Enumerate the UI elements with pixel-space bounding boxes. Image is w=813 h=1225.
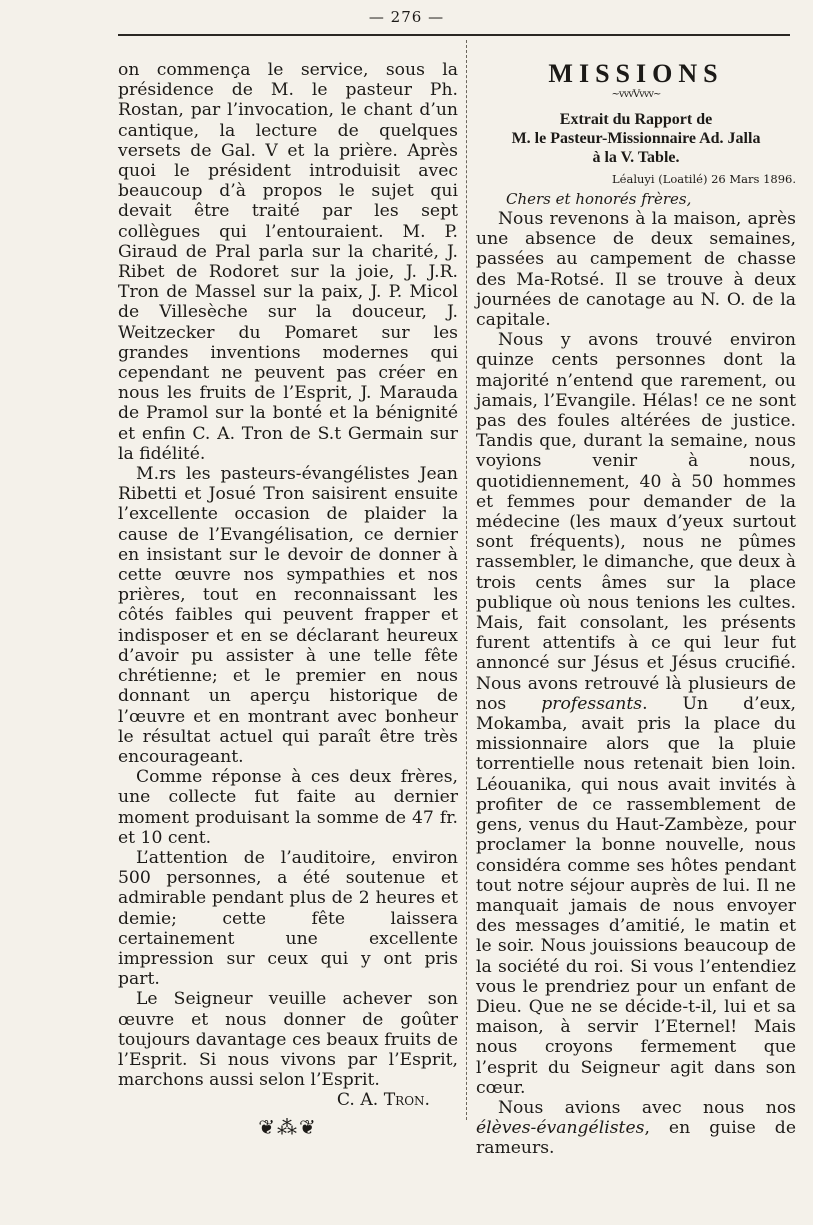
section-title: MISSIONS	[548, 59, 724, 88]
report-heading	[476, 110, 796, 167]
report-heading-line-1: Extrait du Rapport de	[559, 111, 713, 128]
dateline: Léaluyi (Loatilé) 26 Mars 1896.	[612, 172, 796, 186]
right-paragraph-3-part-b: , en guise de rameurs.	[476, 1118, 796, 1159]
right-paragraph-3	[476, 1098, 796, 1159]
salutation: Chers et honorés frères,	[506, 190, 692, 208]
page-number: — 276 —	[368, 8, 445, 26]
signature: C. A. Tron.	[336, 1090, 430, 1111]
right-paragraph-2-part-b: . Un d’eux, Mokamba, avait pris la place du missionnaire alors que la pluie torrentielle nous retenait bien loin. Léouanika, qui nous avait invités à profiter de ce rassemblement de gens, venus du Haut-Zambèze, pour proclamer la bonne nouvelle, nous considéra comme ses hôtes pendant tout notre séjour auprès de lui. Il ne manquait jamais de nous envoyer des messages d’amitié, le matin et le soir. Nous jouissions beaucoup de la société du roi. Si vous l’entendiez vous le prendriez pour un enfant de Dieu. Que ne se décide-t-il, lui et sa maison, à servir l’Eternel! Mais nous croyons fermement que l’esprit du Seigneur agit dans son cœur.	[476, 693, 797, 1098]
left-paragraph-3: Comme réponse à ces deux frères, une collecte fut faite au dernier moment produisant la somme de 47 fr. et 10 cent.	[118, 767, 458, 848]
right-paragraph-1: Nous revenons à la maison, après une absence de deux semaines, passées au campement de chasse des Ma-Rotsé. Il se trouve à deux journées de canotage au N. O. de la capitale.	[476, 209, 796, 331]
title-ornament-icon: ~vvvVvvv~	[611, 89, 661, 100]
fleuron-ornament-icon: ❦⁂❦	[258, 1114, 318, 1139]
right-column	[476, 60, 796, 1159]
column-divider	[466, 40, 467, 1120]
report-heading-line-2: M. le Pasteur-Missionnaire Ad. Jalla	[511, 130, 761, 147]
left-paragraph-4: L’attention de l’auditoire, environ 500 personnes, a été soutenue et admirable pendant plus de 2 heures et demie; cette fête laissera certainement une excellente impression sur ceux qui y ont pris part.	[118, 847, 458, 990]
report-heading-line-3: à la V. Table.	[592, 149, 680, 166]
right-paragraph-3-emphasis: élèves-évangélistes	[476, 1118, 645, 1139]
right-paragraph-2	[476, 330, 796, 1098]
left-column	[118, 60, 458, 1137]
left-paragraph-5: Le Seigneur veuille achever son œuvre et nous donner de goûter toujours davantage ces beaux fruits de l’Esprit. Si nous vivons par l’Esprit, marchons aussi selon l’Esprit.	[118, 989, 458, 1091]
right-paragraph-2-emphasis: professants	[541, 693, 643, 714]
top-rule	[118, 34, 790, 36]
left-paragraph-1: on commença le service, sous la présidence de M. le pasteur Ph. Rostan, par l’invocation, le chant d’un cantique, la lecture de quelques versets de Gal. V et la prière. Après quoi le président introduisit avec beaucoup d’à propos le sujet qui devait être traité par les sept collègues qui l’entouraient. M. P. Giraud de Pral parla sur la charité, J. Ribet de Rodoret sur la joie, J. J.R. Tron de Massel sur la paix, J. P. Micol de Villesèche sur la douceur, J. Weitzecker du Pomaret sur les grandes inventions modernes qui cependant ne peuvent pas créer en nous les fruits de l’Esprit, J. Marauda de Pramol sur la bonté et la bénignité et enfin C. A. Tron de S.t Germain sur la fidélité.	[118, 60, 458, 464]
right-paragraph-3-part-a: Nous avions avec nous nos	[498, 1097, 796, 1118]
right-paragraph-2-part-a: Nous y avons trouvé environ quinze cents personnes dont la majorité n’entend que rarement, ou jamais, l’Evangile. Hélas! ce ne sont pas des foules altérées de justice. Tandis que, durant la semaine, nous voyions venir à nous, quotidiennement, 40 à 50 hommes et femmes pour demander de la médecine (les maux d’yeux surtout sont fréquents), nous ne pûmes rassembler, le dimanche, que deux à trois cents âmes sur la place publique où nous tenions les cultes. Mais, fait consolant, les présents furent attentifs à ce qui leur fut annoncé sur Jésus et Jésus crucifié. Nous avons retrouvé là plusieurs de nos	[476, 330, 796, 714]
left-paragraph-2: M.rs les pasteurs-évangélistes Jean Ribetti et Josué Tron saisirent ensuite l’excellente occasion de plaider la cause de l’Evangélisation, ce dernier en insistant sur le devoir de donner à cette œuvre nos sympathies et nos prières, tout en reconnaissant les côtés faibles qui peuvent frapper et indisposer et en se déclarant heureux d’avoir pu assister à une telle fête chrétienne; et le premier en nous donnant un aperçu historique de l’œuvre et en montrant avec bonheur le résultat actuel qui paraît être très encourageant.	[118, 464, 458, 767]
